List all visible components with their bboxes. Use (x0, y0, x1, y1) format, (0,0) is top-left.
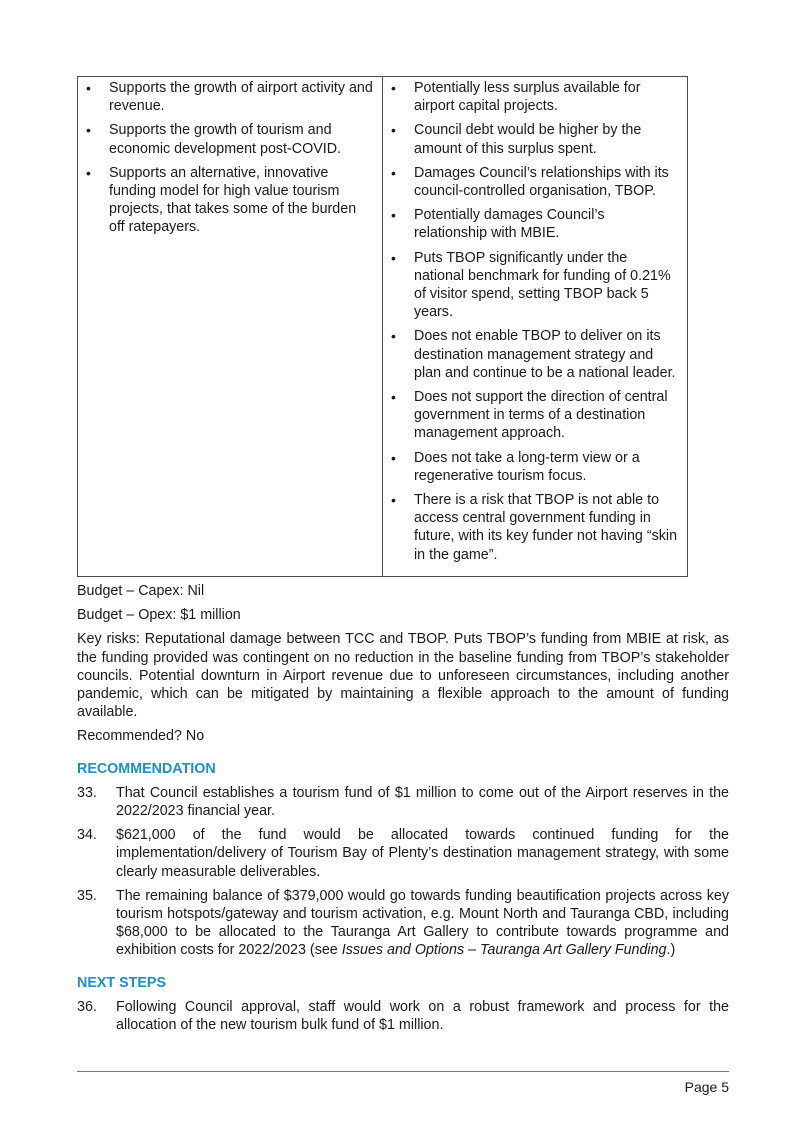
paragraph-text: Following Council approval, staff would work on a robust framework and process for the allocation of the new tourism bulk fund of $1 million. (116, 998, 729, 1034)
list-item: • Council debt would be higher by the amount of this surplus spent. (391, 122, 642, 157)
bullet-icon: • (391, 449, 396, 466)
bullet-icon: • (391, 164, 396, 181)
numbered-paragraph (77, 784, 729, 820)
numbered-paragraph (77, 887, 729, 960)
list-item: • Supports the growth of airport activity and revenue. (86, 80, 373, 115)
recommendation-heading: RECOMMENDATION (77, 760, 216, 777)
numbered-paragraph (77, 826, 729, 881)
list-item: • Potentially less surplus available for airport capital projects. (391, 80, 641, 115)
pros-cons-table (77, 76, 688, 577)
bullet-icon: • (391, 492, 396, 509)
paragraph-text: That Council establishes a tourism fund of $1 million to come out of the Airport reserves in the 2022/2023 financial year. (116, 784, 729, 820)
list-item: • Puts TBOP significantly under the national benchmark for funding of 0.21% of visitor spend, setting TBOP back 5 years. (391, 249, 671, 321)
paragraph-number: 33. (77, 784, 97, 801)
list-item: • Damages Council’s relationships with its council-controlled organisation, TBOP. (391, 164, 669, 200)
list-item: • Does not support the direction of central government in terms of a destination management approach. (391, 389, 668, 442)
list-item: • Potentially damages Council’s relationship with MBIE. (391, 207, 605, 242)
list-item: • There is a risk that TBOP is not able to access central government funding in future, with its key funder not having “skin in the game”. (391, 492, 678, 563)
next-steps-heading: NEXT STEPS (77, 974, 166, 991)
bullet-icon: • (391, 328, 396, 345)
list-item: • Supports the growth of tourism and economic development post-COVID. (86, 122, 342, 157)
paragraph-number: 36. (77, 998, 97, 1015)
bullet-icon: • (86, 122, 91, 139)
bullet-icon: • (391, 80, 396, 96)
pros-column (78, 77, 383, 577)
key-risks: Key risks: Reputational damage between TCC and TBOP. Puts TBOP’s funding from MBIE at risk, as the funding provided was contingent on no reduction in the baseline funding from TBOP’s stakeholder councils. Potential downturn in Airport revenue due to unforeseen circumstances, including another pandemic, which can be mitigated by maintaining a flexible approach to the amount of funding available. (77, 631, 729, 721)
pros-list (78, 79, 382, 237)
paragraph-number: 34. (77, 827, 97, 844)
budget-capex: Budget – Capex: Nil (77, 583, 205, 599)
budget-opex: Budget – Opex: $1 million (77, 607, 241, 624)
bullet-icon: • (86, 80, 91, 96)
paragraph-text: The remaining balance of $379,000 would go towards funding beautification projects across key tourism hotspots/gateway and tourism activation, e.g. Mount North and Tauranga CBD, including $68,000 to be allocated to the Tauranga Art Gallery to contribute towards programme and exhibition costs for 2022/2023 (see (116, 887, 729, 959)
paragraph-text-end: .) (666, 942, 676, 959)
bullet-icon: • (391, 122, 396, 139)
paragraph-text: $621,000 of the fund would be allocated towards continued funding for the implementation/delivery of Tourism Bay of Plenty’s destination management strategy, with some clearly measurable deliverables. (116, 827, 729, 880)
numbered-paragraph (77, 998, 729, 1034)
cross-reference: Issues and Options – Tauranga Art Gallery Funding (341, 942, 667, 959)
bullet-icon: • (391, 207, 396, 224)
footer-divider (77, 1071, 729, 1072)
cons-list (383, 79, 687, 564)
list-item: • Does not enable TBOP to deliver on its destination management strategy and plan and continue to be a national leader. (391, 328, 676, 381)
bullet-icon: • (86, 164, 91, 181)
page-number: Page 5 (684, 1079, 729, 1095)
bullet-icon: • (391, 249, 396, 266)
list-item: • Does not take a long-term view or a regenerative tourism focus. (391, 449, 640, 484)
list-item: • Supports an alternative, innovative funding model for high value tourism projects, that takes some of the burden off ratepayers. (86, 164, 357, 236)
recommended-status: Recommended? No (77, 728, 205, 745)
paragraph-number: 35. (77, 887, 97, 904)
cons-column (383, 77, 688, 577)
bullet-icon: • (391, 389, 396, 406)
document-body (77, 582, 729, 1040)
